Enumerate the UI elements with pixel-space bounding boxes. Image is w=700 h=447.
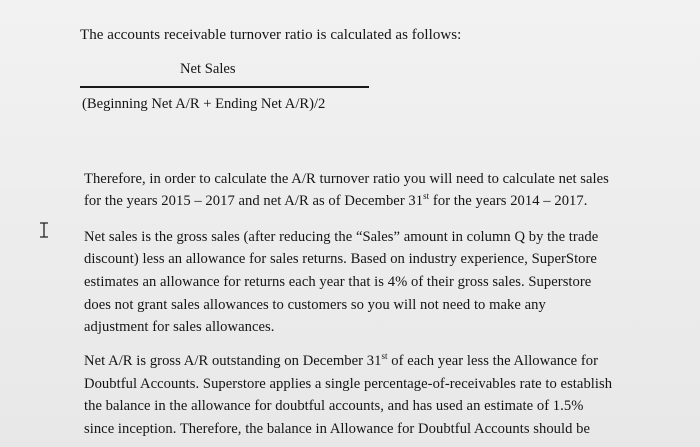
paragraph1-line2: for the years 2015 – 2017 and net A/R as of December 31st for the years 2014 – 2017. [84,191,588,209]
fraction-bar [80,86,369,88]
paragraph3-line4: since inception. Therefore, the balance in Allowance for Doubtful Accounts should be [84,421,591,437]
formula-numerator: Net Sales [180,61,236,77]
paragraph2-line5: adjustment for sales allowances. [84,319,275,335]
paragraph3-line1: Net A/R is gross A/R outstanding on December 31st of each year less the Allowance for [84,351,599,369]
paragraph3-line3: the balance in the allowance for doubtful accounts, and has used an estimate of 1.5% [84,398,584,414]
paragraph2-line3: estimates an allowance for returns each year that is 4% of their gross sales. Superstore [84,274,592,290]
i-beam-cursor-icon [39,222,49,238]
paragraph1-line1: Therefore, in order to calculate the A/R turnover ratio you will need to calculate net sales [84,171,609,187]
paragraph2-line1: Net sales is the gross sales (after reducing the “Sales” amount in column Q by the trade [84,229,599,245]
formula-denominator: (Beginning Net A/R + Ending Net A/R)/2 [82,96,326,112]
paragraph2-line4: does not grant sales allowances to customers so you will not need to make any [84,297,546,313]
intro-heading: The accounts receivable turnover ratio is calculated as follows: [80,27,462,43]
paragraph2-line2: discount) less an allowance for sales returns. Based on industry experience, SuperStore [84,251,597,267]
paragraph3-line2: Doubtful Accounts. Superstore applies a single percentage-of-receivables rate to establish [84,376,613,392]
